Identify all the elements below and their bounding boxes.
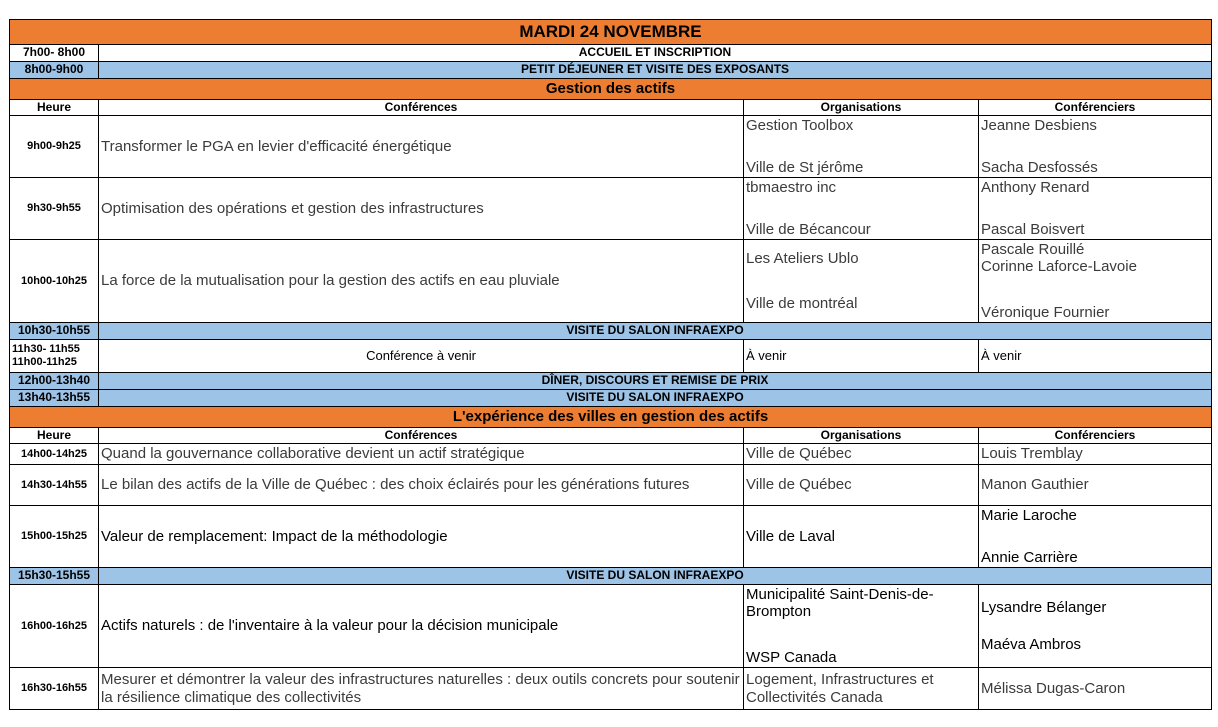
talk-title: Actifs naturels : de l'inventaire à la valeur pour la décision municipale [99,585,744,668]
section-row-gestion [10,79,1212,100]
section-title: L'expérience des villes en gestion des actifs [10,407,1212,428]
talk-time: 15h00-15h25 [10,506,99,568]
talk-time: 16h00-16h25 [10,585,99,668]
header-spk: Conférenciers [979,100,1212,116]
talk-title: Valeur de remplacement: Impact de la méthodologie [99,506,744,568]
header-org: Organisations [744,428,979,444]
speaker-name: Jeanne Desbiens [981,116,1097,134]
event-row-salon [10,323,1212,340]
event-label: ACCUEIL ET INSCRIPTION [99,45,1212,62]
speaker-name: Marie Laroche [981,506,1077,524]
event-time: 12h00-13h40 [10,373,99,390]
header-org: Organisations [744,100,979,116]
talk-title: Quand la gouvernance collaborative devient un actif stratégique [99,444,744,465]
org-name: WSP Canada [746,649,837,667]
org-name: Les Ateliers Ublo [746,250,859,267]
talk-title: Conférence à venir [99,340,744,373]
section-row-villes [10,407,1212,428]
org-name: Municipalité Saint-Denis-de-Brompton [746,585,934,620]
speaker-name: Annie Carrière [981,549,1078,567]
talk-row [10,178,1212,240]
org-name: Logement, Infrastructures et Collectivités Canada [744,668,979,710]
event-row-diner [10,373,1212,390]
talk-row [10,465,1212,506]
org-name: Ville de Québec [744,465,979,506]
talk-row [10,240,1212,323]
talk-row [10,668,1212,710]
speaker-name: Véronique Fournier [981,304,1110,322]
event-time: 7h00- 8h00 [10,45,99,62]
speaker-name: Sacha Desfossés [981,159,1098,177]
speaker-name: À venir [979,340,1212,373]
event-time: 10h30-10h55 [10,323,99,340]
talk-row [10,116,1212,178]
talk-time: 10h00-10h25 [10,240,99,323]
talk-time: 16h30-16h55 [10,668,99,710]
header-conf: Conférences [99,100,744,116]
event-row-salon [10,390,1212,407]
header-spk: Conférenciers [979,428,1212,444]
speaker-name: Anthony Renard [981,178,1090,196]
org-name: Gestion Toolbox [746,116,854,134]
event-row-salon [10,568,1212,585]
header-conf: Conférences [99,428,744,444]
talk-time: 9h30-9h55 [10,178,99,240]
org-name: Ville de Laval [744,506,979,568]
talk-time: 9h00-9h25 [10,116,99,178]
day-title: MARDI 24 NOVEMBRE [10,20,1212,45]
header-time: Heure [10,100,99,116]
talk-row [10,444,1212,465]
talk-title: La force de la mutualisation pour la gestion des actifs en eau pluviale [99,240,744,323]
talk-time: 14h30-14h55 [10,465,99,506]
org-name: Ville de Québec [744,444,979,465]
org-name: Ville de montréal [746,294,858,312]
speaker-name: Corinne Laforce-Lavoie [981,257,1137,275]
org-name: Ville de St jérôme [746,159,864,177]
header-row [10,100,1212,116]
org-name: Ville de Bécancour [746,221,871,239]
event-label: DÎNER, DISCOURS ET REMISE DE PRIX [99,373,1212,390]
speaker-name: Mélissa Dugas-Caron [979,668,1212,710]
schedule-table [9,19,1212,710]
event-label: PETIT DÉJEUNER ET VISITE DES EXPOSANTS [99,62,1212,79]
day-title-row [10,20,1212,45]
talk-row [10,506,1212,568]
speaker-name: Lysandre Bélanger [981,598,1107,616]
talk-row [10,585,1212,668]
talk-time: 11h30- 11h55 11h00-11h25 [10,340,99,373]
event-time: 13h40-13h55 [10,390,99,407]
talk-title: Transformer le PGA en levier d'efficacité énergétique [99,116,744,178]
speaker-name: Maéva Ambros [981,636,1082,653]
org-name: À venir [744,340,979,373]
event-row-dejeuner [10,62,1212,79]
event-label: VISITE DU SALON INFRAEXPO [99,568,1212,585]
org-name: tbmaestro inc [746,178,837,196]
speaker-name: Louis Tremblay [979,444,1212,465]
speaker-name: Pascal Boisvert [981,221,1085,239]
talk-title: Le bilan des actifs de la Ville de Québec : des choix éclairés pour les générations futures [99,465,744,506]
event-label: VISITE DU SALON INFRAEXPO [99,323,1212,340]
event-time: 8h00-9h00 [10,62,99,79]
event-row-accueil [10,45,1212,62]
header-time: Heure [10,428,99,444]
talk-title: Optimisation des opérations et gestion des infrastructures [99,178,744,240]
event-time: 15h30-15h55 [10,568,99,585]
speaker-name: Pascale Rouillé [981,240,1085,258]
event-label: VISITE DU SALON INFRAEXPO [99,390,1212,407]
header-row [10,428,1212,444]
talk-title: Mesurer et démontrer la valeur des infrastructures naturelles : deux outils concrets pour soutenir la résilience climatique des collectivités [99,668,744,710]
speaker-name: Manon Gauthier [979,465,1212,506]
talk-row [10,340,1212,373]
section-title: Gestion des actifs [10,79,1212,100]
talk-time: 14h00-14h25 [10,444,99,465]
